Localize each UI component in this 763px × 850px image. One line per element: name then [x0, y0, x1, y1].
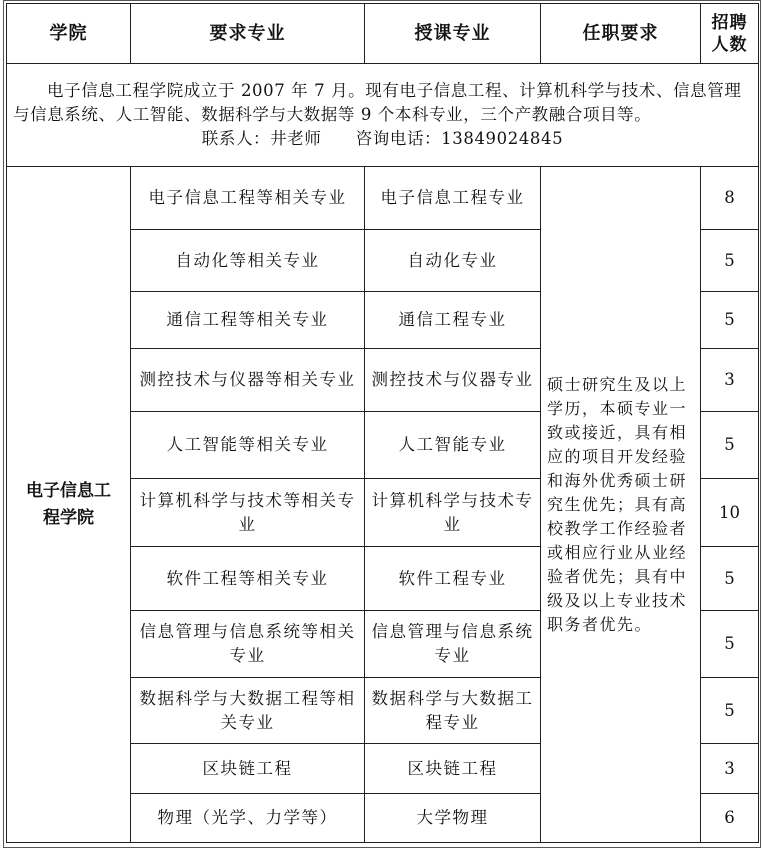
required-major-cell: 区块链工程 [131, 744, 365, 794]
header-college: 学院 [7, 4, 131, 64]
count-cell: 8 [701, 167, 759, 230]
header-row [7, 4, 759, 64]
count-cell: 3 [701, 744, 759, 794]
teaching-major-cell: 人工智能专业 [365, 412, 541, 479]
required-major-cell: 电子信息工程等相关专业 [131, 167, 365, 230]
required-major-cell: 计算机科学与技术等相关专业 [131, 479, 365, 547]
teaching-major-cell: 计算机科学与技术专业 [365, 479, 541, 547]
teaching-major-cell: 数据科学与大数据工程专业 [365, 678, 541, 744]
count-cell: 5 [701, 611, 759, 678]
requirements-cell: 硕士研究生及以上学历，本硕专业一致或接近，具有相应的项目开发经验和海外优秀硕士研究生优先；具有高校教学工作经验者或相应行业从业经验者优先；具有中级及以上专业技术职务者优先。 [541, 167, 701, 843]
intro-row [7, 64, 759, 167]
teaching-major-cell: 信息管理与信息系统专业 [365, 611, 541, 678]
required-major-cell: 信息管理与信息系统等相关专业 [131, 611, 365, 678]
intro-text: 电子信息工程学院成立于 2007 年 7 月。现有电子信息工程、计算机科学与技术、信息管理与信息系统、人工智能、数据科学与大数据等 9 个本科专业，三个产教融合项目等。 [13, 81, 742, 124]
positions-body [7, 167, 759, 843]
teaching-major-cell: 区块链工程 [365, 744, 541, 794]
header-count: 招聘人数 [701, 4, 759, 64]
required-major-cell: 测控技术与仪器等相关专业 [131, 349, 365, 412]
count-cell: 3 [701, 349, 759, 412]
count-cell: 5 [701, 412, 759, 479]
required-major-cell: 人工智能等相关专业 [131, 412, 365, 479]
count-cell: 6 [701, 794, 759, 843]
header-teaching-major: 授课专业 [365, 4, 541, 64]
intro-cell [7, 64, 759, 167]
count-cell: 5 [701, 547, 759, 611]
count-cell: 10 [701, 479, 759, 547]
teaching-major-cell: 软件工程专业 [365, 547, 541, 611]
required-major-cell: 数据科学与大数据工程等相关专业 [131, 678, 365, 744]
table-row [7, 167, 759, 230]
teaching-major-cell: 自动化专业 [365, 230, 541, 292]
teaching-major-cell: 电子信息工程专业 [365, 167, 541, 230]
contact-line: 联系人：井老师 咨询电话：13849024845 [201, 129, 564, 148]
header-required-major: 要求专业 [131, 4, 365, 64]
required-major-cell: 物理（光学、力学等） [131, 794, 365, 843]
required-major-cell: 软件工程等相关专业 [131, 547, 365, 611]
count-cell: 5 [701, 292, 759, 349]
teaching-major-cell: 大学物理 [365, 794, 541, 843]
teaching-major-cell: 通信工程专业 [365, 292, 541, 349]
required-major-cell: 自动化等相关专业 [131, 230, 365, 292]
required-major-cell: 通信工程等相关专业 [131, 292, 365, 349]
teaching-major-cell: 测控技术与仪器专业 [365, 349, 541, 412]
count-cell: 5 [701, 678, 759, 744]
recruitment-table [6, 3, 759, 843]
college-name: 电子信息工程学院 [7, 167, 131, 843]
header-requirements: 任职要求 [541, 4, 701, 64]
count-cell: 5 [701, 230, 759, 292]
